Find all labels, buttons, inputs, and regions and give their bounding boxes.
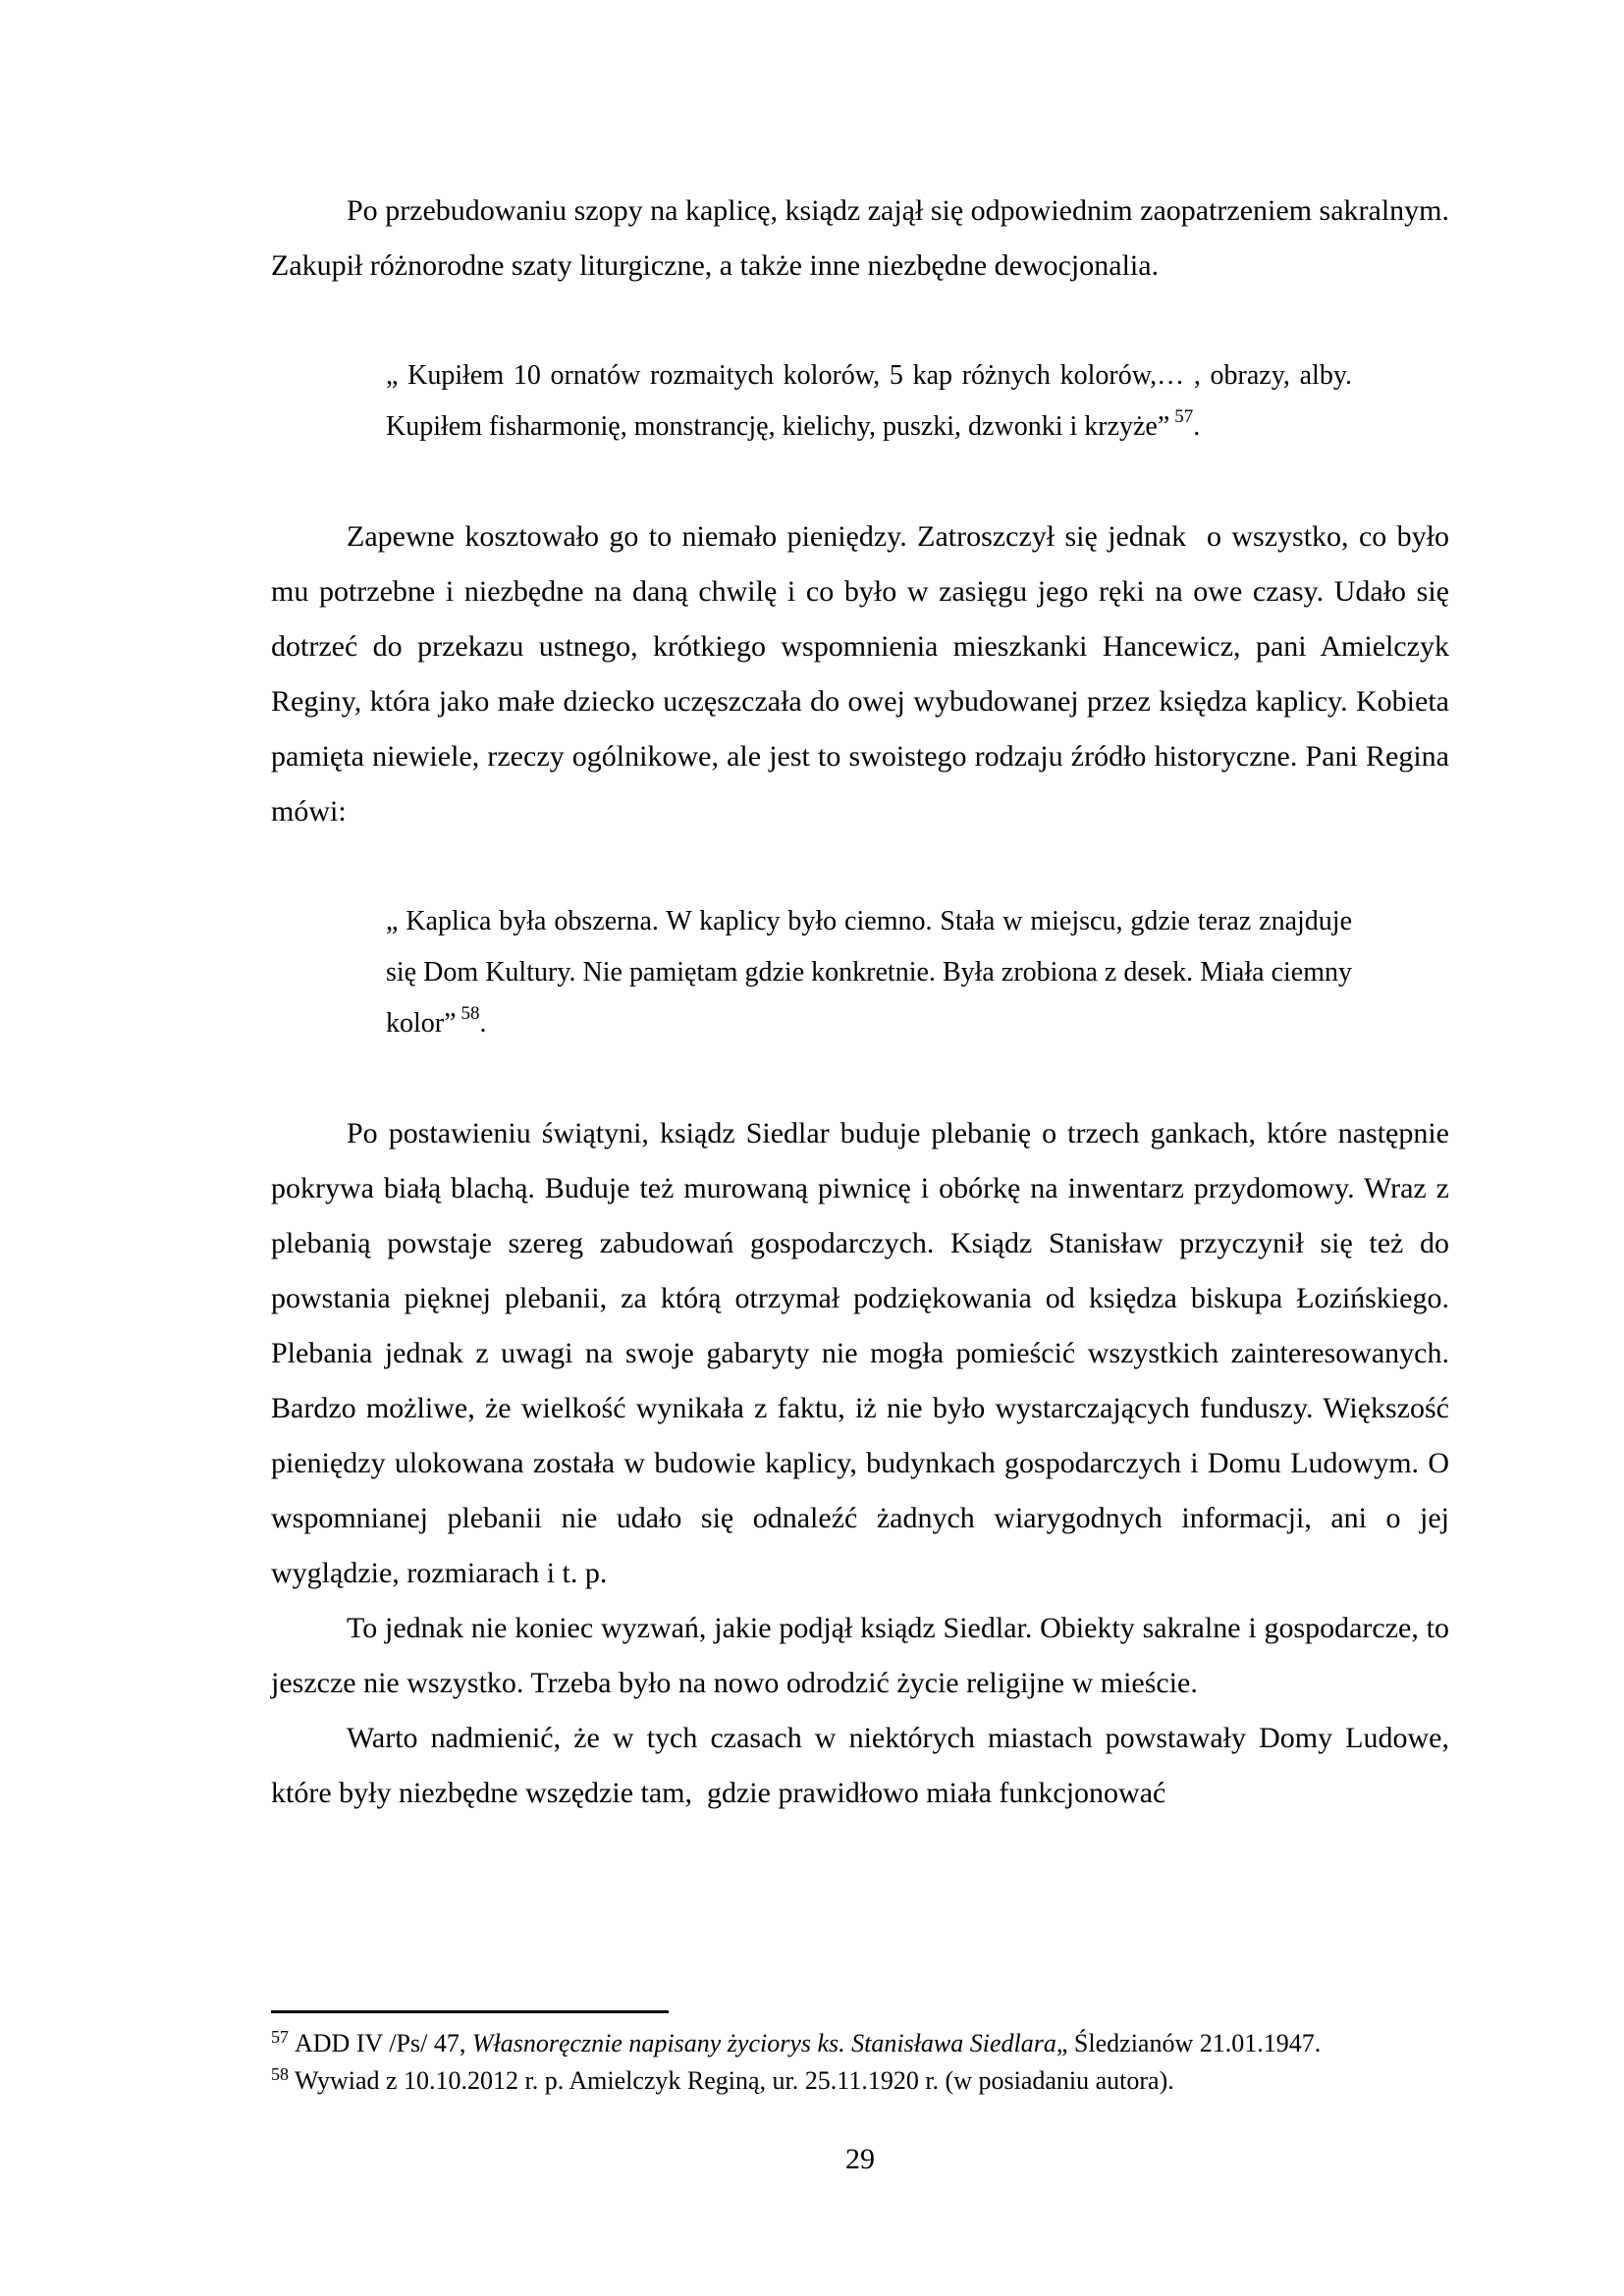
footnote-marker: 57 — [271, 2027, 289, 2047]
body-paragraph-4: To jednak nie koniec wyzwań, jakie podjął ksiądz Siedlar. Obiekty sakralne i gospodarcze, to jeszcze nie wszystko. Trzeba było na nowo odrodzić życie religijne w mieście. — [271, 1612, 1449, 1699]
footnote-58 — [271, 2062, 1449, 2100]
quote-tail: . — [1193, 411, 1201, 442]
body-paragraph-3: Po postawieniu świątyni, ksiądz Siedlar buduje plebanię o trzech gankach, które następnie pokrywa białą blachą. Buduje też murowaną piwnicę i obórkę na inwentarz przydomowy. Wraz z plebanią powstaje szereg zabudowań gospodarczych. Ksiądz Stanisław przyczynił się też do powstania pięknej plebanii, za którą otrzymał podziękowania od księdza biskupa Łozińskiego. Plebania jednak z uwagi na swoje gabaryty nie mogła pomieścić wszystkich zainteresowanych. Bardzo możliwe, że wielkość wynikała z faktu, iż nie było wystarczających funduszy. Większość pieniędzy ulokowana została w budowie kaplicy, budynkach gospodarczych i Domu Ludowym. O wspomnianej plebanii nie udało się odnaleźć żadnych wiarygodnych informacji, ani o jej wyglądzie, rozmiarach i t. p. — [271, 1117, 1449, 1589]
quote-block-2 — [386, 896, 1352, 1049]
footnote-separator — [271, 2010, 669, 2013]
footnote-57 — [271, 2025, 1449, 2062]
page-number: 29 — [845, 2143, 875, 2175]
content-area — [271, 184, 1449, 1821]
body-paragraph-1: Po przebudowaniu szopy na kaplicę, ksiądz zajął się odpowiednim zaopatrzeniem sakralnym. Zakupił różnorodne szaty liturgiczne, a także inne niezbędne dewocjonalia. — [271, 194, 1449, 282]
footnotes-area — [271, 2010, 1449, 2100]
footnote-marker: 58 — [271, 2064, 289, 2084]
footnote-text: „ Śledzianów 21.01.1947. — [1056, 2029, 1322, 2057]
body-paragraph-5: Warto nadmienić, że w tych czasach w niektórych miastach powstawały Domy Ludowe, które były niezbędne wszędzie tam, gdzie prawidłowo miała funkcjonować — [271, 1722, 1449, 1809]
footnote-text: ADD IV /Ps/ 47, — [295, 2029, 472, 2057]
quote-tail: . — [479, 1008, 487, 1039]
footnote-ref-58: 58 — [460, 1003, 480, 1024]
footnote-italic-title: Własnoręcznie napisany życiorys ks. Stanisława Siedlara — [471, 2029, 1056, 2057]
quote-text: „ Kupiłem 10 ornatów rozmaitych kolorów, 5 kap różnych kolorów,… , obrazy, alby. Kupiłem fisharmonię, monstrancję, kielichy, puszki, dzwonki i krzyże” — [386, 360, 1352, 442]
footnote-text: Wywiad z 10.10.2012 r. p. Amielczyk Reginą, ur. 25.11.1920 r. (w posiadaniu autora). — [295, 2066, 1174, 2095]
body-paragraph-2: Zapewne kosztowało go to niemało pieniędzy. Zatroszczył się jednak o wszystko, co było mu potrzebne i niezbędne na daną chwilę i co było w zasięgu jego ręki na owe czasy. Udało się dotrzeć do przekazu ustnego, krótkiego wspomnienia mieszkanki Hancewicz, pani Amielczyk Reginy, która jako małe dziecko uczęszczała do owej wybudowanej przez księdza kaplicy. Kobieta pamięta niewiele, rzeczy ogólnikowe, ale jest to swoistego rodzaju źródło historyczne. Pani Regina mówi: — [271, 520, 1449, 828]
quote-block-1 — [386, 350, 1352, 453]
quote-text: „ Kaplica była obszerna. W kaplicy było ciemno. Stała w miejscu, gdzie teraz znajduje się Dom Kultury. Nie pamiętam gdzie konkretnie. Była zrobiona z desek. Miała ciemny kolor” — [386, 906, 1352, 1039]
footnote-ref-57: 57 — [1174, 406, 1194, 427]
